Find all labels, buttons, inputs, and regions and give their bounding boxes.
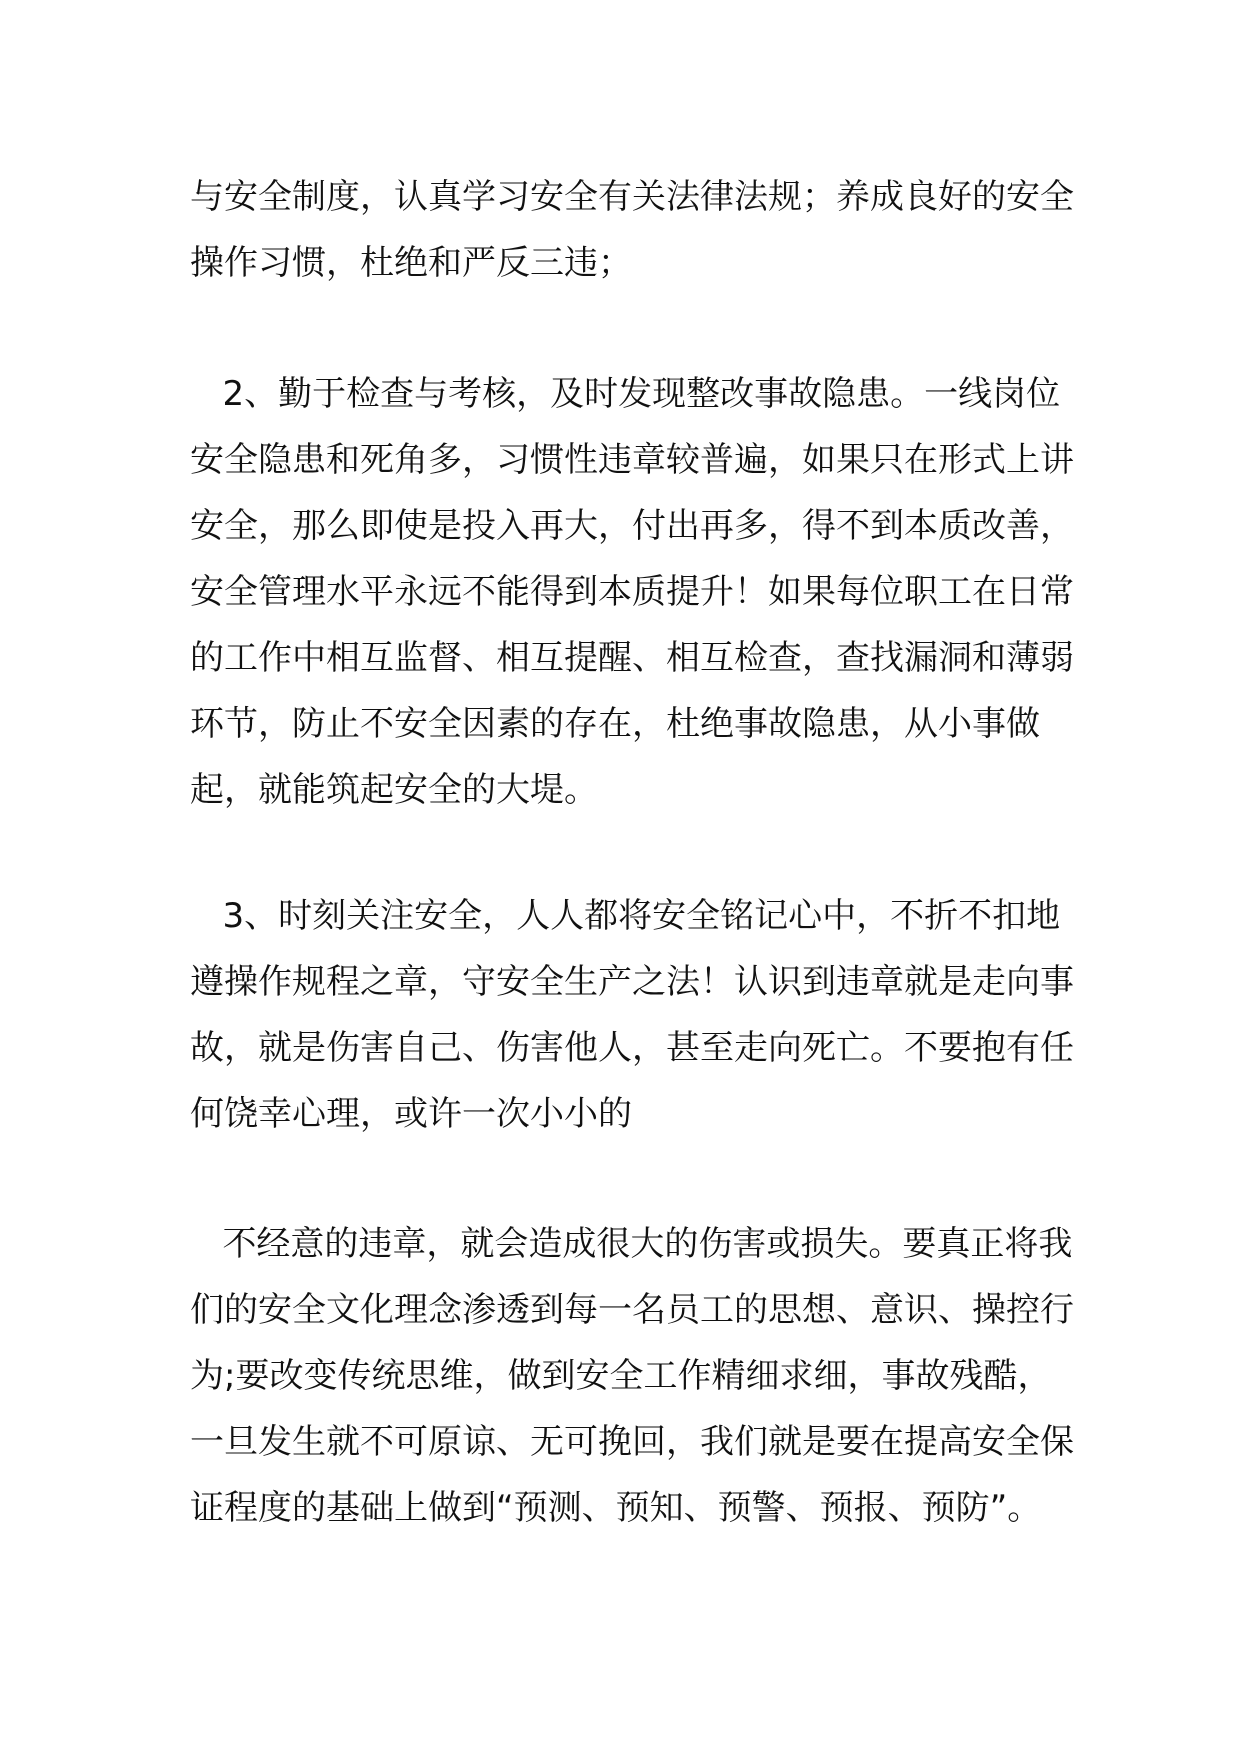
paragraph-safety-rules: 与安全制度，认真学习安全有关法律法规；养成良好的安全操作习惯，杜绝和严反三违； <box>190 177 1074 283</box>
paragraph-inspection: 2、勤于检查与考核，及时发现整改事故隐患。一线岗位安全隐患和死角多，习惯性违章较普遍，如果只在形式上讲安全，那么即使是投入再大，付出再多，得不到本质改善，安全管理水平永远不能得到本质提升！如果每位职工在日常的工作中相互监督、相互提醒、相互检查，查找漏洞和薄弱环节，防止不安全因素的存在，杜绝事故隐患，从小事做起，就能筑起安全的大堤。 <box>190 374 1074 810</box>
paragraph-culture: 不经意的违章，就会造成很大的伤害或损失。要真正将我们的安全文化理念渗透到每一名员工的思想、意识、操控行为;要改变传统思维，做到安全工作精细求细，事故残酷，一旦发生就不可原谅、无可挽回，我们就是要在提高安全保证程度的基础上做到“预测、预知、预警、预报、预防”。 <box>190 1224 1074 1528</box>
paragraph-attention: 3、时刻关注安全，人人都将安全铭记心中，不折不扣地遵操作规程之章，守安全生产之法！认识到违章就是走向事故，就是伤害自己、伤害他人，甚至走向死亡。不要抱有任何饶幸心理，或许一次小小的 <box>190 896 1074 1134</box>
